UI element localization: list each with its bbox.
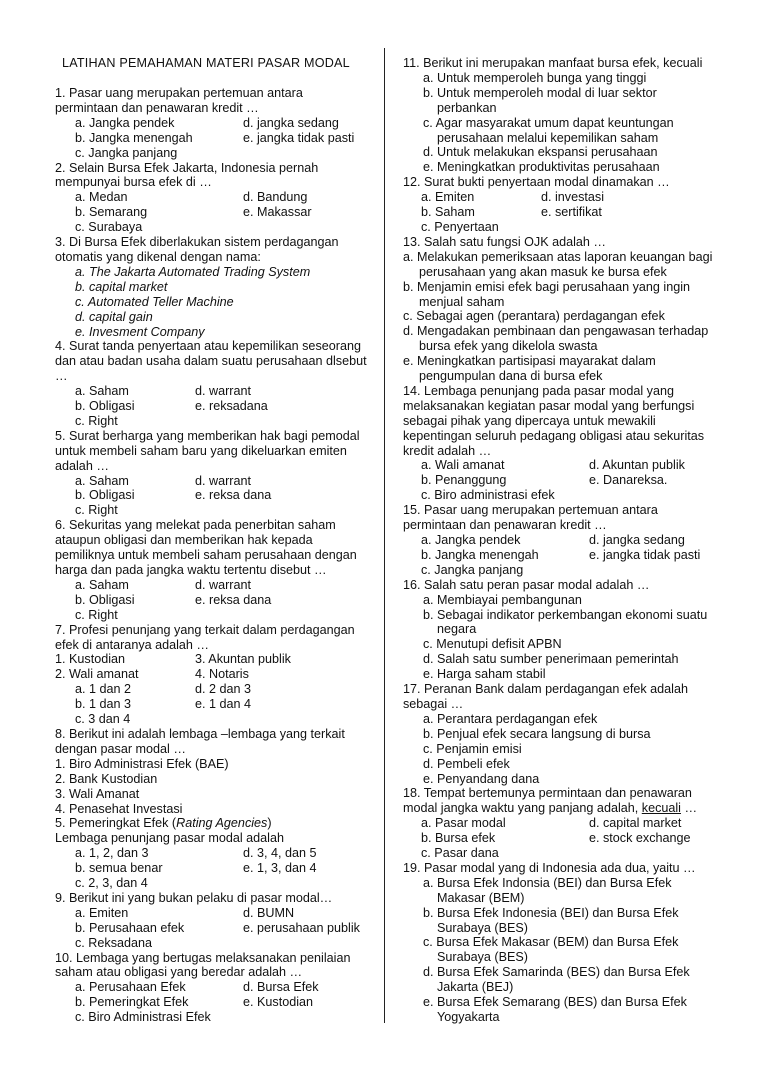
option-d: d. capital gain	[75, 309, 153, 324]
option-e: e. Kustodian	[243, 995, 314, 1010]
option-e: e. Bursa Efek Semarang (BES) dan Bursa Efek Yogyakarta	[423, 995, 687, 1024]
option-d: d. warrant	[195, 577, 251, 592]
option-e: e. Meningkatkan partisipasi mayarakat dalam pengumpulan dana di bursa efek	[403, 354, 656, 384]
question-5	[55, 429, 367, 518]
question-12	[403, 175, 713, 235]
option-e: e. Danareksa.	[589, 473, 668, 488]
question-4	[55, 339, 367, 428]
question-text: 2. Selain Bursa Efek Jakarta, Indonesia pernah mempunyai bursa efek di …	[55, 160, 319, 190]
question-text: 13. Salah satu fungsi OJK adalah …	[403, 234, 607, 249]
question-text: 17. Peranan Bank dalam perdagangan efek adalah sebagai …	[403, 682, 688, 711]
option-c: c. Reksadana	[75, 935, 153, 950]
option-a: a. 1, 2, dan 3	[75, 846, 149, 861]
question-text: 14. Lembaga penunjang pada pasar modal yang melaksanakan kegiatan pasar modal yang berfungsi sebagai pihak yang dipercaya untuk mewakili kepentingan seluruh pedagang obligasi atau sekuritas kredit adalah …	[403, 383, 705, 458]
option-d: d. 3, 4, dan 5	[243, 846, 317, 861]
option-d: d. Salah satu sumber penerimaan pemerintah	[423, 652, 679, 667]
option-a: a. Bursa Efek Indonsia (BEI) dan Bursa Efek Makasar (BEM)	[423, 875, 672, 905]
question-text: 4. Surat tanda penyertaan atau kepemilikan seseorang dan atau badan usaha dalam suatu perusahaan dlsebut …	[55, 339, 367, 384]
question-14	[403, 384, 713, 503]
option-b: b. Penjual efek secara langsung di bursa	[423, 726, 651, 741]
option-c: c. 3 dan 4	[75, 712, 131, 727]
option-a: a. Saham	[75, 577, 129, 592]
option-a: a. Medan	[75, 190, 128, 205]
question-17	[403, 682, 713, 786]
option-b: b. capital market	[75, 279, 168, 294]
list-item: 1. Biro Administrasi Efek (BAE)	[55, 756, 229, 771]
list-item: 4. Penasehat Investasi	[55, 801, 183, 816]
option-a: a. Pasar modal	[421, 816, 506, 831]
question-text	[403, 786, 713, 816]
question-15	[403, 503, 713, 578]
option-c: c. Agar masyarakat umum dapat keuntungan perusahaan melalui kepemilikan saham	[423, 115, 674, 145]
option-b: b. semua benar	[75, 861, 163, 876]
option-c: c. Sebagai agen (perantara) perdagangan efek	[403, 309, 665, 324]
option-e: e. reksa dana	[195, 488, 272, 503]
left-column	[55, 86, 367, 1025]
option-c: c. Right	[75, 413, 118, 428]
option-b: b. Obligasi	[75, 592, 135, 607]
option-e: e. sertifikat	[541, 205, 602, 220]
list-item	[55, 816, 367, 831]
question-prompt: Lembaga penunjang pasar modal adalah	[55, 831, 284, 846]
option-d: d. jangka sedang	[589, 533, 685, 547]
option-c: c. Bursa Efek Makasar (BEM) dan Bursa Efek Surabaya (BES)	[423, 935, 679, 965]
option-b: b. Saham	[421, 205, 475, 220]
question-text: 16. Salah satu peran pasar modal adalah …	[403, 577, 650, 592]
option-e: e. 1 dan 4	[195, 697, 252, 712]
question-8	[55, 727, 367, 891]
option-d: d. Untuk melakukan ekspansi perusahaan	[423, 145, 658, 160]
option-e: e. Meningkatkan produktivitas perusahaan	[423, 160, 660, 175]
option-d: d. Akuntan publik	[589, 458, 685, 473]
option-e: e. Makassar	[243, 205, 312, 220]
option-a: a. Jangka pendek	[421, 533, 521, 547]
option-a: a. Untuk memperoleh bunga yang tinggi	[423, 70, 647, 85]
option-c: c. Automated Teller Machine	[75, 294, 234, 309]
question-text-ellipsis: …	[680, 801, 698, 816]
question-text: 9. Berikut ini yang bukan pelaku di pasar modal…	[55, 890, 333, 905]
question-7	[55, 623, 367, 727]
option-d: d. BUMN	[243, 905, 295, 920]
list-item: 1. Kustodian	[55, 652, 126, 667]
option-c: c. Biro administrasi efek	[421, 488, 555, 503]
option-c: c. 2, 3, dan 4	[75, 876, 148, 891]
option-b: b. Bursa Efek Indonesia (BEI) dan Bursa Efek Surabaya (BES)	[423, 905, 679, 935]
question-19	[403, 861, 713, 1025]
question-text: 8. Berikut ini adalah lembaga –lembaga yang terkait dengan pasar modal …	[55, 726, 345, 756]
option-b: b. Sebagai indikator perkembangan ekonomi suatu negara	[423, 607, 708, 637]
option-a: a. Jangka pendek	[75, 115, 175, 130]
option-c: c. Biro Administrasi Efek	[75, 1010, 211, 1025]
question-text: 7. Profesi penunjang yang terkait dalam perdagangan efek di antaranya adalah …	[55, 622, 355, 652]
option-c: c. Jangka panjang	[421, 562, 524, 577]
option-c: c. Penyertaan	[421, 219, 499, 234]
option-a: a. Saham	[75, 384, 129, 399]
option-a: a. Perantara perdagangan efek	[423, 711, 598, 726]
option-b: b. Obligasi	[75, 488, 135, 503]
right-column	[403, 56, 713, 1025]
option-b: b. Semarang	[75, 205, 148, 220]
option-d: d. Bandung	[243, 190, 308, 205]
question-18	[403, 786, 713, 861]
option-a: a. Melakukan pemeriksaan atas laporan keuangan bagi perusahaan yang akan masuk ke bursa efek	[403, 249, 713, 279]
option-d: d. jangka sedang	[243, 115, 339, 130]
list-item-text: 5. Pemeringkat Efek (	[55, 816, 177, 831]
option-d: d. Pembeli efek	[423, 756, 510, 771]
option-d: d. Mengadakan pembinaan dan pengawasan terhadap bursa efek yang dikelola swasta	[403, 324, 709, 354]
question-6	[55, 518, 367, 622]
option-b: b. Pemeringkat Efek	[75, 995, 189, 1010]
option-e: e. Invesment Company	[75, 324, 205, 339]
option-e: e. jangka tidak pasti	[589, 547, 701, 562]
option-d: d. warrant	[195, 384, 251, 399]
option-b: b. Menjamin emisi efek bagi perusahaan yang ingin menjual saham	[403, 279, 691, 309]
question-text: 10. Lembaga yang bertugas melaksanakan penilaian saham atau obligasi yang beredar adalah …	[55, 950, 351, 980]
question-text: 19. Pasar modal yang di Indonesia ada dua, yaitu …	[403, 860, 696, 875]
question-10	[55, 951, 367, 1026]
option-b: b. Perusahaan efek	[75, 920, 185, 935]
question-text: 12. Surat bukti penyertaan modal dinamakan …	[403, 175, 670, 190]
option-a: a. Wali amanat	[421, 458, 505, 473]
option-a: a. Emiten	[421, 190, 475, 205]
list-item: 3. Wali Amanat	[55, 786, 140, 801]
option-a: a. The Jakarta Automated Trading System	[75, 264, 311, 279]
question-16	[403, 578, 713, 682]
question-9	[55, 891, 367, 951]
list-item: 2. Wali amanat	[55, 667, 139, 682]
option-d: d. 2 dan 3	[195, 682, 252, 697]
option-a: a. Emiten	[75, 905, 129, 920]
option-a: a. 1 dan 2	[75, 682, 132, 697]
question-3	[55, 235, 367, 339]
list-item: 2. Bank Kustodian	[55, 771, 158, 786]
question-text-underlined: kecuali	[641, 801, 681, 816]
list-item: 3. Akuntan publik	[195, 652, 291, 667]
question-13	[403, 235, 713, 384]
option-b: b. Untuk memperoleh modal di luar sektor perbankan	[423, 85, 657, 115]
option-c: c. Penjamin emisi	[423, 741, 522, 756]
option-a: a. Membiayai pembangunan	[423, 592, 582, 607]
option-e: e. Penyandang dana	[423, 771, 540, 786]
option-b: b. Obligasi	[75, 399, 135, 414]
option-c: c. Right	[75, 503, 118, 518]
option-e: e. 1, 3, dan 4	[243, 861, 317, 876]
list-item: 4. Notaris	[195, 667, 249, 682]
option-c: c. Right	[75, 607, 118, 622]
option-b: b. Jangka menengah	[75, 130, 193, 145]
option-e: e. reksa dana	[195, 592, 272, 607]
option-b: b. Penanggung	[421, 473, 507, 488]
option-b: b. Jangka menengah	[421, 547, 539, 562]
option-e: e. Harga saham stabil	[423, 667, 546, 682]
option-e: e. reksadana	[195, 399, 268, 414]
question-text-main: 18. Tempat bertemunya permintaan dan penawaran modal jangka waktu yang panjang adalah,	[403, 786, 692, 816]
option-e: e. jangka tidak pasti	[243, 130, 355, 145]
question-1	[55, 86, 367, 161]
question-text: 6. Sekuritas yang melekat pada penerbitan saham ataupun obligasi dan memberikan hak kepada pemiliknya untuk membeli saham perusahaan dengan harga dan pada jangka waktu tertentu disebut …	[55, 518, 357, 577]
option-e: e. perusahaan publik	[243, 920, 360, 935]
option-c: c. Menutupi defisit APBN	[423, 637, 562, 652]
question-text: 15. Pasar uang merupakan pertemuan antara permintaan dan penawaran kredit …	[403, 503, 658, 533]
list-item-text: )	[267, 816, 272, 831]
option-d: d. investasi	[541, 190, 604, 205]
option-e: e. stock exchange	[589, 831, 691, 846]
option-d: d. Bursa Efek	[243, 980, 319, 995]
option-c: c. Pasar dana	[421, 846, 499, 861]
list-item-italic: Rating Agencies	[176, 816, 268, 831]
question-text: 11. Berikut ini merupakan manfaat bursa efek, kecuali	[403, 56, 703, 70]
option-c: c. Jangka panjang	[75, 145, 178, 160]
option-d: d. Bursa Efek Samarinda (BES) dan Bursa Efek Jakarta (BEJ)	[423, 965, 690, 995]
option-c: c. Surabaya	[75, 220, 143, 235]
option-b: b. Bursa efek	[421, 831, 496, 846]
option-d: d. warrant	[195, 473, 251, 488]
page-title: LATIHAN PEMAHAMAN MATERI PASAR MODAL	[62, 56, 350, 70]
option-a: a. Saham	[75, 473, 129, 488]
question-2	[55, 161, 367, 236]
question-text: 1. Pasar uang merupakan pertemuan antara permintaan dan penawaran kredit …	[55, 86, 303, 115]
option-a: a. Perusahaan Efek	[75, 980, 186, 995]
option-d: d. capital market	[589, 816, 682, 831]
column-divider	[384, 48, 385, 1023]
question-text: 5. Surat berharga yang memberikan hak bagi pemodal untuk membeli saham baru yang dikeluarkan emiten adalah …	[55, 428, 360, 473]
option-b: b. 1 dan 3	[75, 697, 132, 712]
question-11	[403, 56, 713, 175]
question-text: 3. Di Bursa Efek diberlakukan sistem perdagangan otomatis yang dikenal dengan nama:	[55, 235, 339, 264]
